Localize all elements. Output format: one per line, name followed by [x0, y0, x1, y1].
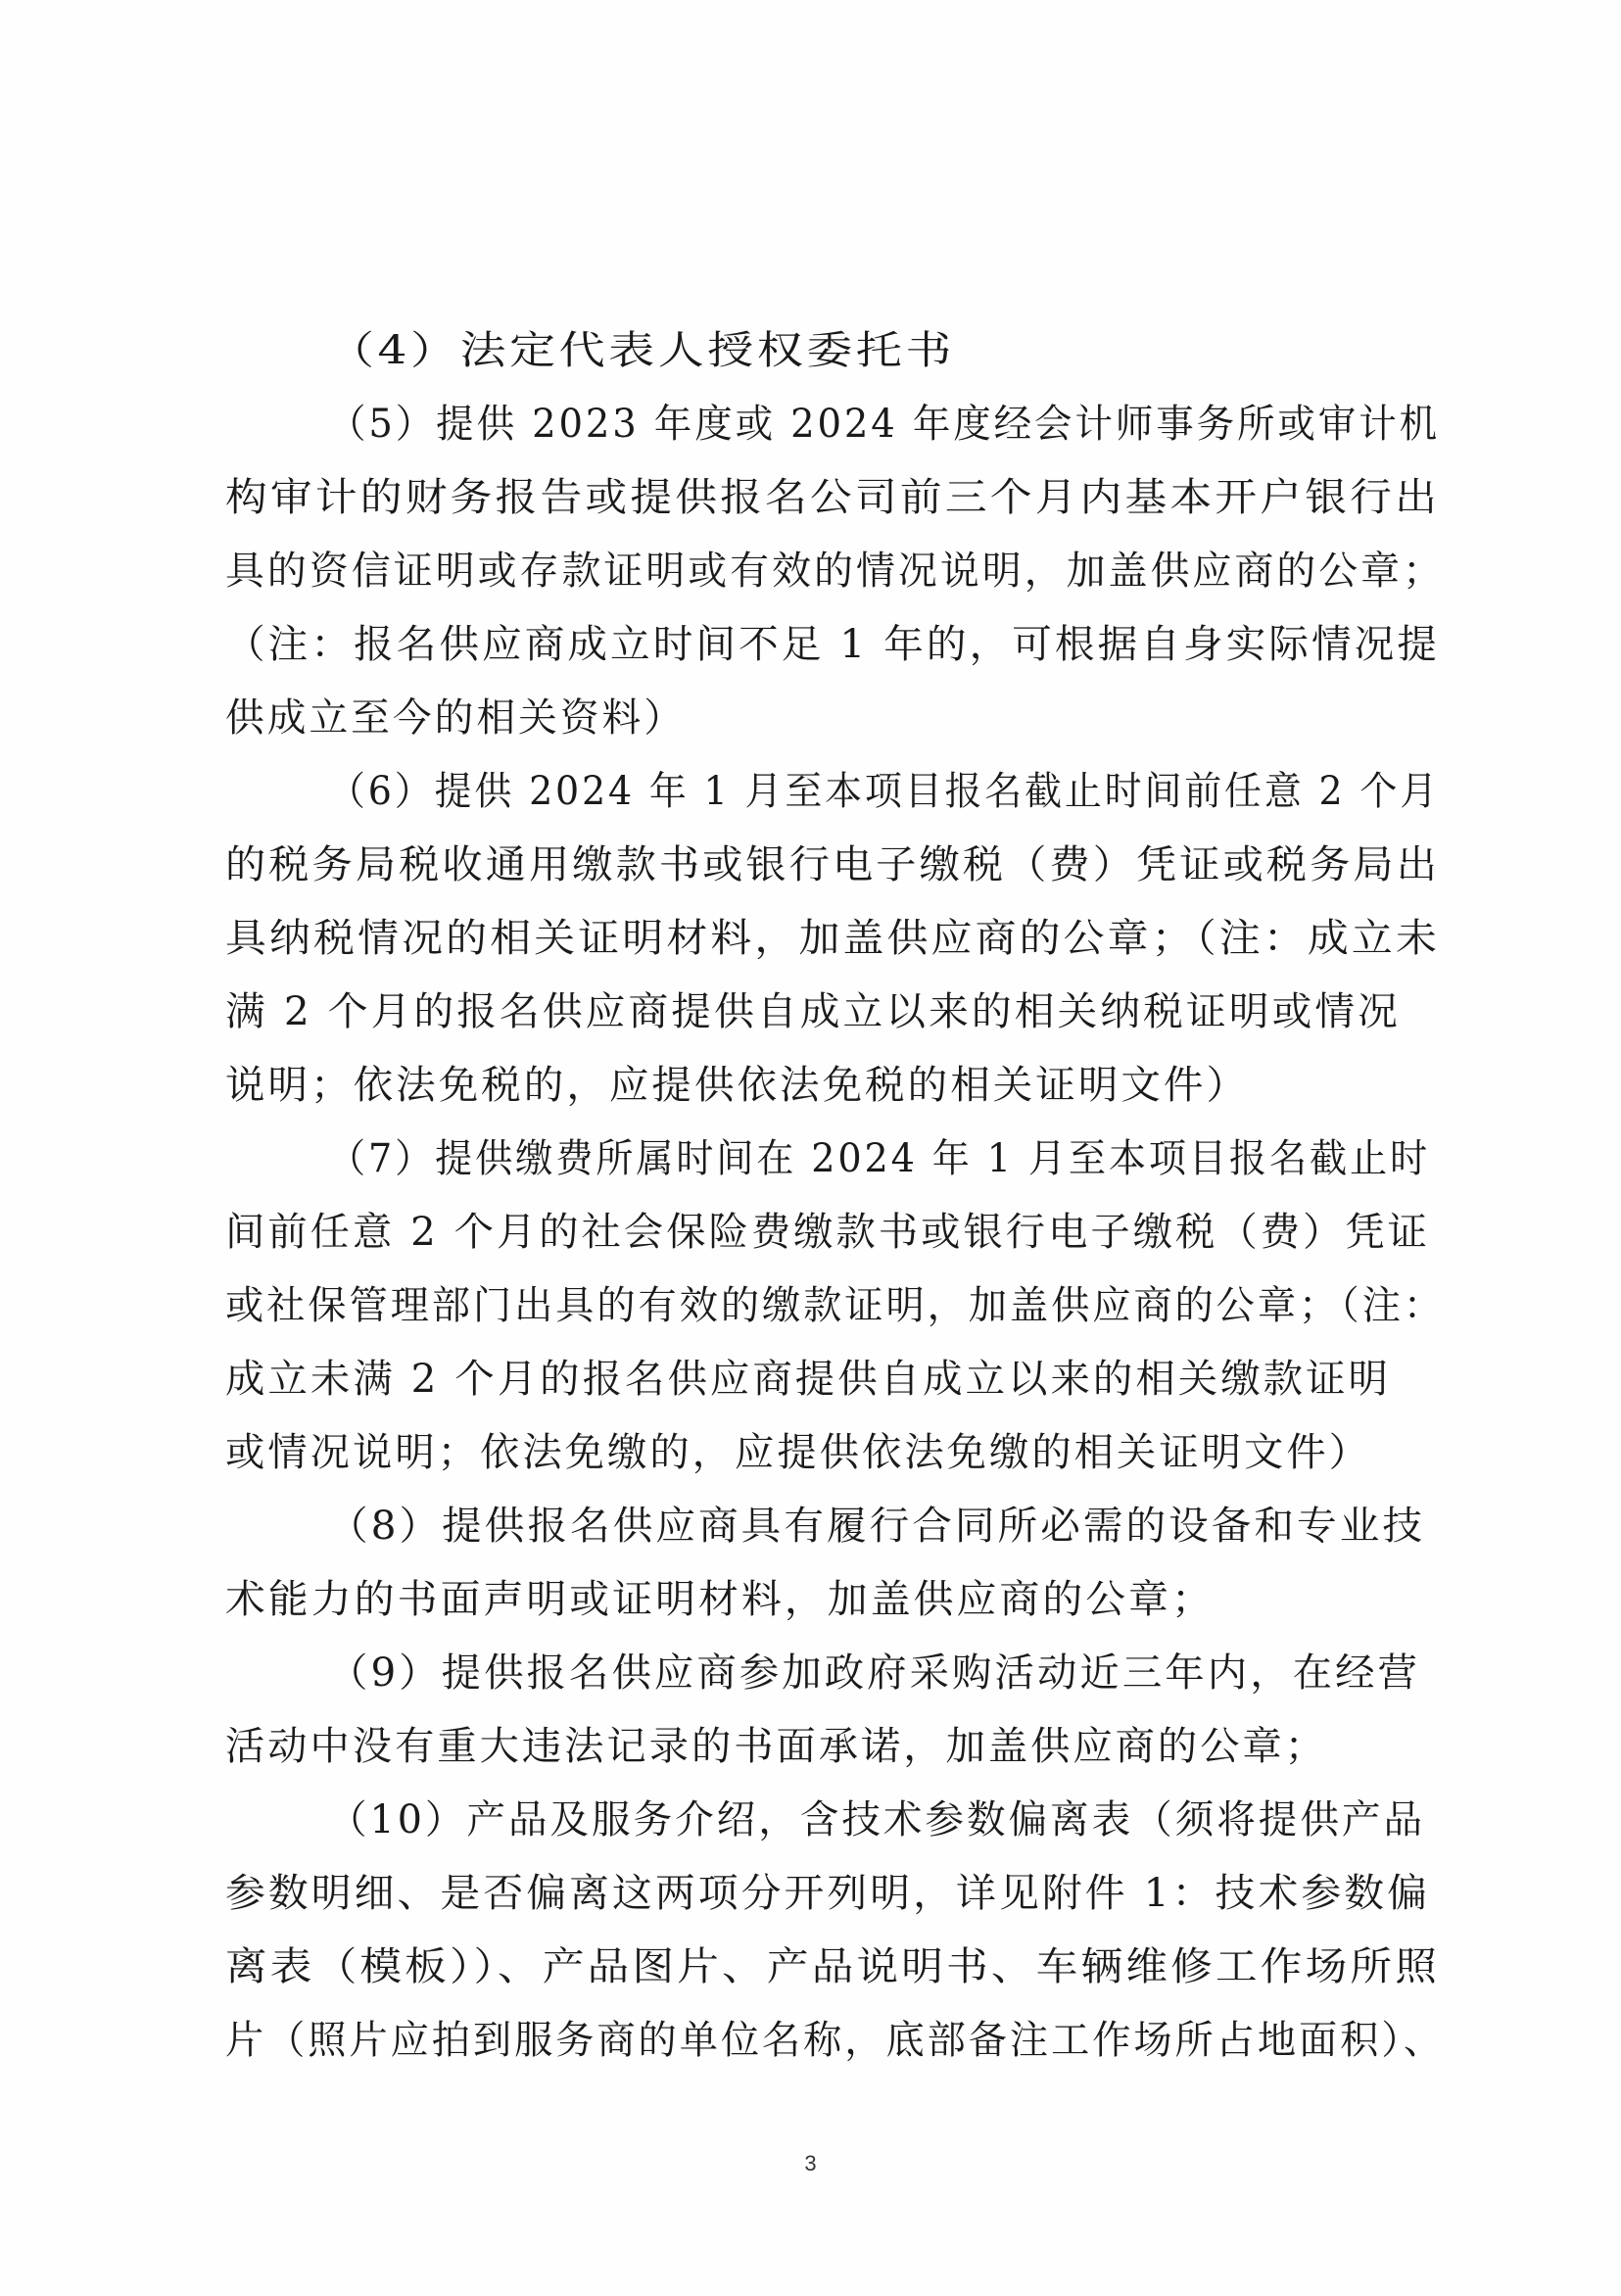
paragraph-line: （注：报名供应商成立时间不足 1 年的，可根据自身实际情况提 [225, 622, 1440, 667]
paragraph-line: 间前任意 2 个月的社会保险费缴款书或银行电子缴税（费）凭证 [225, 1210, 1431, 1255]
paragraph-line: （10）产品及服务介绍，含技术参数偏离表（须将提供产品 [328, 1797, 1425, 1842]
paragraph-line: 供成立至今的相关资料） [225, 695, 686, 741]
paragraph-line: 满 2 个月的报名供应商提供自成立以来的相关纳税证明或情况 [225, 989, 1401, 1034]
paragraph-line: 参数明细、是否偏离这两项分开列明，详见附件 1：技术参数偏 [225, 1871, 1430, 1916]
page-number: 3 [804, 2151, 817, 2176]
paragraph-line: 片（照片应拍到服务商的单位名称，底部备注工作场所占地面积）、 [225, 2018, 1445, 2063]
paragraph-line: （8）提供报名供应商具有履行合同所必需的设备和专业技 [328, 1504, 1425, 1549]
paragraph-line: （5）提供 2023 年度或 2024 年度经会计师事务所或审计机 [328, 402, 1440, 447]
paragraph-line: 具的资信证明或存款证明或有效的情况说明，加盖供应商的公章； [225, 549, 1445, 594]
paragraph-line: 或情况说明；依法免缴的，应提供依法免缴的相关证明文件） [225, 1430, 1371, 1475]
paragraph-line: 的税务局税收通用缴款书或银行电子缴税（费）凭证或税务局出 [225, 842, 1440, 887]
paragraph-line: （4）法定代表人授权委托书 [328, 328, 955, 373]
paragraph-line: （6）提供 2024 年 1 月至本项目报名截止时间前任意 2 个月 [328, 769, 1440, 814]
paragraph-line: 成立未满 2 个月的报名供应商提供自成立以来的相关缴款证明 [225, 1357, 1391, 1402]
paragraph-line: 说明；依法免税的，应提供依法免税的相关证明文件） [225, 1063, 1249, 1108]
paragraph-line: （9）提供报名供应商参加政府采购活动近三年内，在经营 [328, 1650, 1420, 1696]
paragraph-line: （7）提供缴费所属时间在 2024 年 1 月至本项目报名截止时 [328, 1136, 1430, 1181]
paragraph-line: 离表（模板））、产品图片、产品说明书、车辆维修工作场所照 [225, 1944, 1440, 1989]
paragraph-line: 术能力的书面声明或证明材料，加盖供应商的公章； [225, 1577, 1215, 1622]
paragraph-line: 构审计的财务报告或提供报名公司前三个月内基本开户银行出 [225, 475, 1440, 520]
paragraph-line: 或社保管理部门出具的有效的缴款证明，加盖供应商的公章；（注： [225, 1283, 1445, 1328]
paragraph-line: 具纳税情况的相关证明材料，加盖供应商的公章；（注：成立未 [225, 916, 1440, 961]
paragraph-line: 活动中没有重大违法记录的书面承诺，加盖供应商的公章； [225, 1724, 1327, 1769]
